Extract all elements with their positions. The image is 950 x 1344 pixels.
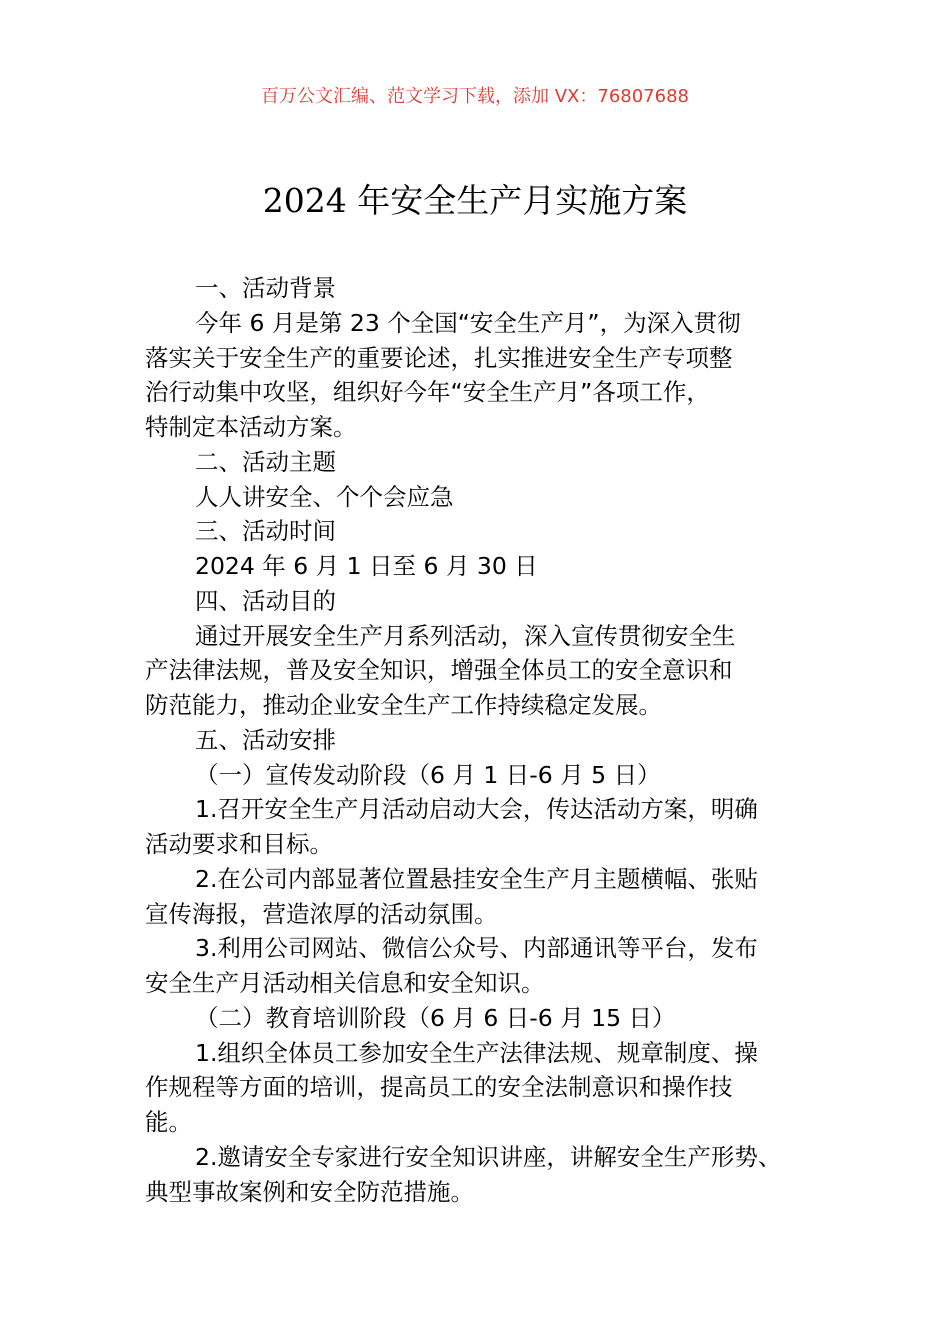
text-line: 通过开展安全生产月系列活动，深入宣传贯彻安全生: [195, 621, 736, 650]
text-line: 1.召开安全生产月活动启动大会，传达活动方案，明确: [195, 795, 758, 824]
paragraph: [145, 306, 825, 445]
text-line: 2.邀请安全专家进行安全知识讲座，讲解安全生产形势、: [195, 1142, 782, 1171]
text-line: 二、活动主题: [195, 447, 336, 476]
text-line: 四、活动目的: [195, 586, 336, 615]
document-body: [145, 271, 825, 1209]
watermark-contact: 百万公文汇编、范文学习下载，添加 VX：76807688: [261, 86, 689, 107]
text-line: 典型事故案例和安全防范措施。: [145, 1177, 474, 1206]
paragraph: [145, 862, 825, 932]
text-line: 一、活动背景: [195, 274, 336, 302]
text-line: 2.在公司内部显著位置悬挂安全生产月主题横幅、张贴: [195, 864, 758, 893]
paragraph: [145, 792, 825, 862]
text-line: （二）教育培训阶段（6 月 6 日-6 月 15 日）: [195, 1003, 676, 1032]
paragraph: [145, 271, 825, 306]
paragraph: [145, 758, 825, 793]
text-line: 三、活动时间: [195, 517, 336, 546]
text-line: 1.组织全体员工参加安全生产法律法规、规章制度、操: [195, 1038, 758, 1067]
paragraph: [145, 619, 825, 723]
text-line: 安全生产月活动相关信息和安全知识。: [145, 969, 545, 997]
document-title: 2024 年安全生产月实施方案: [262, 181, 688, 220]
text-line: 人人讲安全、个个会应急: [195, 482, 454, 511]
paragraph: [145, 445, 825, 480]
text-line: 特制定本活动方案。: [145, 413, 357, 441]
text-line: 治行动集中攻坚，组织好今年“安全生产月”各项工作，: [145, 378, 710, 407]
text-line: 落实关于安全生产的重要论述，扎实推进安全生产专项整: [145, 343, 733, 372]
text-line: 五、活动安排: [195, 725, 336, 754]
text-line: 宣传海报，营造浓厚的活动氛围。: [145, 899, 498, 928]
paragraph: [145, 1001, 825, 1036]
paragraph: [145, 480, 825, 515]
paragraph: [145, 514, 825, 549]
text-line: （一）宣传发动阶段（6 月 1 日-6 月 5 日）: [195, 760, 661, 789]
text-line: 作规程等方面的培训，提高员工的安全法制意识和操作技: [145, 1073, 733, 1102]
text-line: 3.利用公司网站、微信公众号、内部通讯等平台，发布: [195, 934, 758, 963]
text-line: 防范能力，推动企业安全生产工作持续稳定发展。: [145, 691, 662, 719]
text-line: 今年 6 月是第 23 个全国“安全生产月”，为深入贯彻: [195, 308, 741, 337]
text-line: 产法律法规，普及安全知识，增强全体员工的安全意识和: [145, 656, 733, 685]
paragraph: [145, 931, 825, 1001]
paragraph: [145, 549, 825, 584]
text-line: 活动要求和目标。: [145, 830, 333, 858]
text-line: 2024 年 6 月 1 日至 6 月 30 日: [195, 552, 538, 580]
paragraph: [145, 1140, 825, 1210]
paragraph: [145, 1036, 825, 1140]
paragraph: [145, 723, 825, 758]
paragraph: [145, 584, 825, 619]
text-line: 能。: [145, 1108, 192, 1136]
